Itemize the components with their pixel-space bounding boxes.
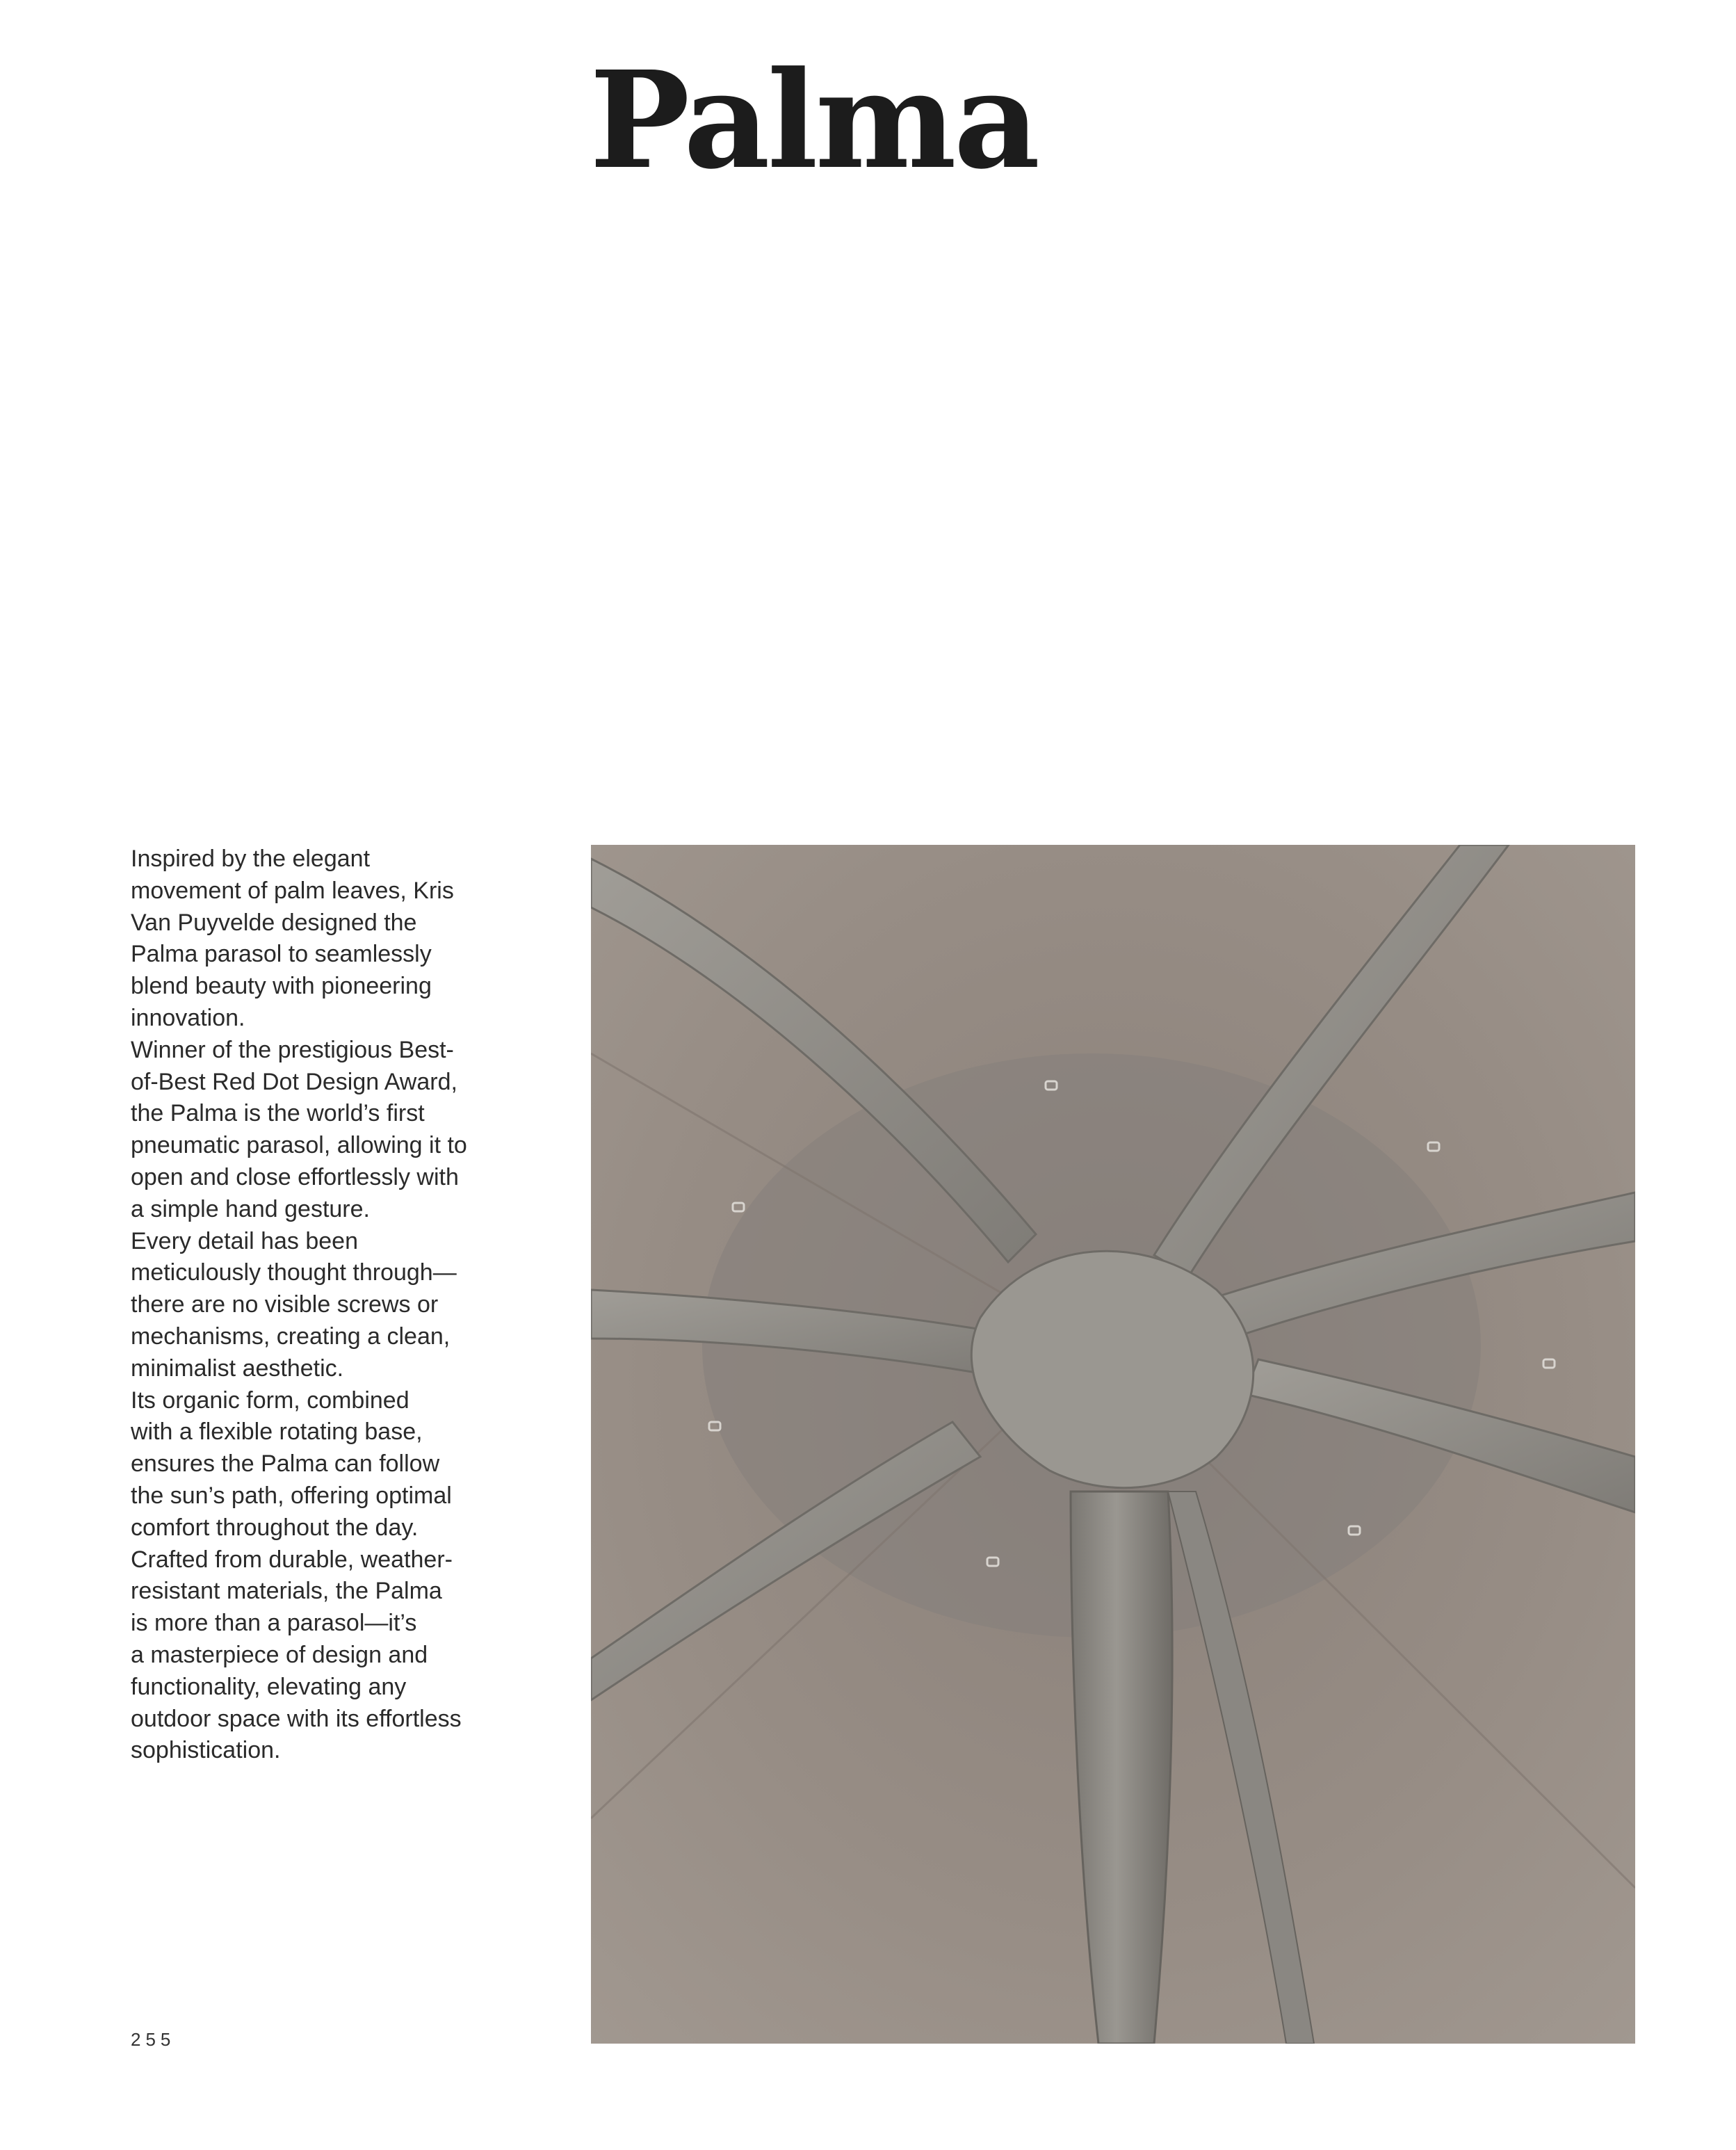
paragraph-award: Winner of the prestigious Best- of-Best Red Dot Design Award, the Palma is the world’s first pneumatic parasol, allowing it to open and close effortlessly with a simple hand gesture. [131,1036,467,1222]
paragraph-inspiration: Inspired by the elegant movement of palm leaves, Kris Van Puyvelde designed the Palma parasol to seamlessly blend beauty with pioneering innovation. [131,846,454,1031]
page-number: 255 [131,2029,176,2050]
page-title: Palma [590,42,1038,199]
description-text [131,843,576,1767]
paragraph-details: Every detail has been meticulously thought through— there are no visible screws or mechanisms, creating a clean, minimalist aesthetic. [131,1227,457,1382]
parasol-photo [591,845,1635,2044]
parasol-underside-illustration [591,845,1635,2044]
paragraph-form: Its organic form, combined with a flexible rotating base, ensures the Palma can follow the sun’s path, offering optimal comfort throughout the day. [131,1387,452,1541]
paragraph-materials: Crafted from durable, weather- resistant materials, the Palma is more than a parasol—it’s a masterpiece of design and functionality, elevating any outdoor space with its effortless sophistication. [131,1546,462,1764]
